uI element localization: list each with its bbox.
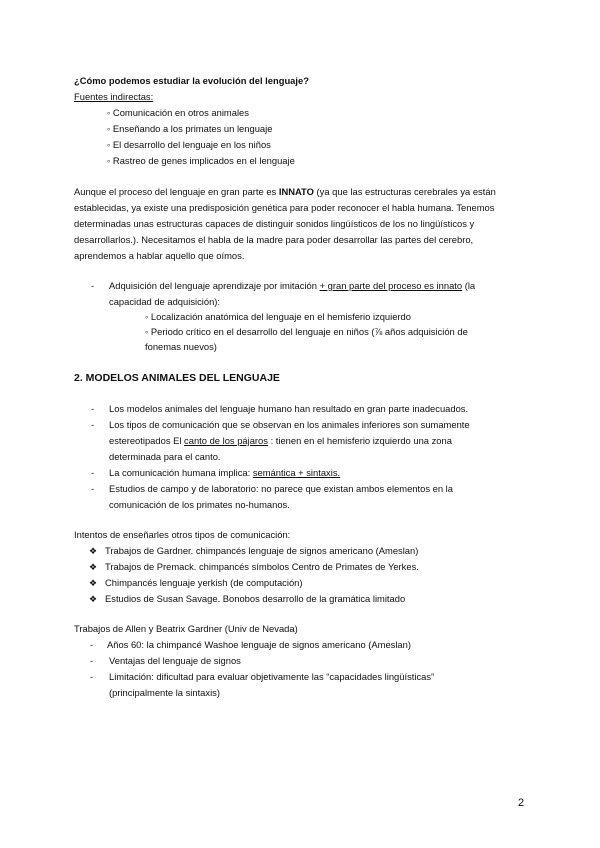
para1-line1 bbox=[74, 186, 496, 197]
s2-bullet2-line2 bbox=[109, 435, 452, 446]
diamond-bullet-icon: ❖ bbox=[89, 562, 98, 572]
s2-bullet2-line1: Los tipos de comunicación que se observan en los animales inferiores son sumamente bbox=[109, 419, 470, 430]
para1-line3: determinadas unas estructuras capaces de distinguir sonidos lingüísticos de los no lingüísticos y bbox=[74, 218, 475, 229]
para1-text: Aunque el proceso del lenguaje en gran parte es bbox=[74, 186, 279, 197]
canto-pajaros: canto de los pájaros bbox=[184, 435, 268, 446]
intro-question: ¿Cómo podemos estudiar la evolución del lenguaje? bbox=[74, 75, 309, 86]
bullet-dash: - bbox=[91, 419, 95, 430]
gardner-title: Trabajos de Allen y Beatrix Gardner (Univ de Nevada) bbox=[74, 623, 298, 634]
sources-label: Fuentes indirectas: bbox=[74, 91, 154, 102]
acq-text: (la bbox=[462, 280, 476, 291]
attempt-text: Chimpancés lenguaje yerkish (de computación) bbox=[105, 577, 303, 588]
section2-heading: 2. MODELOS ANIMALES DEL LENGUAJE bbox=[74, 372, 280, 384]
source-item: ◦ El desarrollo del lenguaje en los niños bbox=[107, 139, 271, 150]
source-item: ◦ Comunicación en otros animales bbox=[107, 107, 249, 118]
bullet-dash: - bbox=[91, 403, 95, 414]
para1-line2: establecidas, ya existe una predisposición genética para poder reconocer el habla humana. Tenemos bbox=[74, 202, 495, 213]
acq-line1 bbox=[109, 280, 475, 291]
gardner-dash: - bbox=[90, 639, 94, 650]
acq-underlined: + gran parte del proceso es innato bbox=[319, 280, 463, 291]
attempt-text: Estudios de Susan Savage. Bonobos desarrollo de la gramática limitado bbox=[105, 593, 406, 604]
s2-text: estereotipados El bbox=[109, 435, 185, 446]
source-item: ◦ Enseñando a los primates un lenguaje bbox=[107, 123, 273, 134]
attempt-text: Trabajos de Gardner. chimpancés lenguaje de signos americano (Ameslan) bbox=[105, 545, 419, 556]
gardner-item2: Ventajas del lenguaje de signos bbox=[109, 655, 241, 666]
para1-line4: desarrollarlos.). Necesitamos el habla de la madre para poder desarrollar las partes del cerebro, bbox=[74, 234, 474, 245]
acq-text: Adquisición del lenguaje aprendizaje por imitación bbox=[109, 280, 320, 291]
attempt-item bbox=[89, 545, 418, 557]
s2-bullet2-line3: determinada para el canto. bbox=[109, 451, 221, 462]
semantica-sintaxis: semántica + sintaxis. bbox=[252, 467, 341, 478]
acq-sub2-line1: ◦ Periodo crítico en el desarrollo del lenguaje en niños (⅞ años adquisición de bbox=[145, 326, 468, 337]
attempt-text: Trabajos de Premack. chimpancés símbolos Centro de Primates de Yerkes. bbox=[105, 561, 419, 572]
s2-bullet3 bbox=[109, 467, 340, 478]
attempt-item bbox=[89, 593, 405, 605]
attempt-item bbox=[89, 561, 419, 573]
attempt-item bbox=[89, 577, 303, 589]
s2-bullet1: Los modelos animales del lenguaje humano han resultado en gran parte inadecuados. bbox=[109, 403, 469, 414]
diamond-bullet-icon: ❖ bbox=[89, 594, 98, 604]
source-item: ◦ Rastreo de genes implicados en el lenguaje bbox=[107, 155, 295, 166]
acq-sub1: ◦ Localización anatómica del lenguaje en el hemisferio izquierdo bbox=[145, 311, 411, 322]
innato-emphasis: INNATO bbox=[278, 186, 314, 197]
diamond-bullet-icon: ❖ bbox=[89, 578, 98, 588]
bullet-dash: - bbox=[91, 467, 95, 478]
acq-sub2-line2: fonemas nuevos) bbox=[145, 341, 217, 352]
gardner-item1: Años 60: la chimpancé Washoe lenguaje de signos americano (Ameslan) bbox=[107, 639, 411, 650]
s2-text: La comunicación humana implica: bbox=[109, 467, 253, 478]
s2-bullet4-line2: comunicación de los primates no-humanos. bbox=[109, 499, 290, 510]
acq-line2: capacidad de adquisición): bbox=[109, 296, 221, 307]
gardner-dash: - bbox=[90, 671, 94, 682]
bullet-dash: - bbox=[91, 483, 95, 494]
para1-line5: aprendemos a hablar aquello que oímos. bbox=[74, 250, 245, 261]
page-number: 2 bbox=[518, 797, 525, 809]
gardner-item3-line1: Limitación: dificultad para evaluar objetivamente las “capacidades lingüísticas” bbox=[109, 671, 435, 682]
gardner-dash: - bbox=[90, 655, 94, 666]
s2-bullet4-line1: Estudios de campo y de laboratorio: no parece que existan ambos elementos en la bbox=[109, 483, 453, 494]
s2-text: : tienen en el hemisferio izquierdo una zona bbox=[267, 435, 452, 446]
para1-text: (ya que las estructuras cerebrales ya están bbox=[313, 186, 496, 197]
diamond-bullet-icon: ❖ bbox=[89, 546, 98, 556]
attempts-title: Intentos de enseñarles otros tipos de comunicación: bbox=[74, 529, 291, 540]
acq-dash: - bbox=[91, 280, 95, 291]
gardner-item3-line2: (principalmente la sintaxis) bbox=[109, 687, 220, 698]
